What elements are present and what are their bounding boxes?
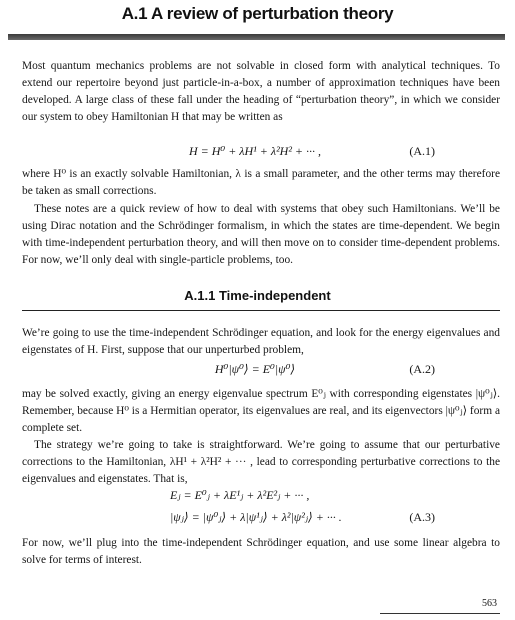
paragraph-schrodinger: We’re going to use the time-independent Schrödinger equation, and look for the energy eigenvalues and eigenstates of H. First, suppose that our unperturbed problem, <box>22 327 500 356</box>
equation-a2-number: (A.2) <box>409 362 435 376</box>
equation-a3-number: (A.3) <box>409 510 435 524</box>
section-title: A.1.1 Time-independent <box>184 288 331 303</box>
footer-rule <box>380 613 500 614</box>
equation-a1-number: (A.1) <box>409 144 435 158</box>
paragraph-intro: Most quantum mechanics problems are not solvable in closed form with analytical techniques. To extend our repertoire beyond just particle-in-a-box, a number of approximation techniques have been developed. A large class of these fall under the heading of “perturbation theory”, in which we consider our system to obey Hamiltonian H that may be written as <box>22 60 500 123</box>
equation-a1-body: H = H⁰ + λH¹ + λ²H² + ··· , <box>188 144 322 158</box>
paragraph-strategy: The strategy we’re going to take is straightforward. We’re going to assume that our perturbative corrections to the Hamiltonian, λH¹ + λ²H² + ··· , lead to corresponding perturbative corrections to the eigenvalues and eigenstates. That is, <box>22 439 500 485</box>
title-rule <box>8 34 505 40</box>
section-rule <box>22 310 500 311</box>
paragraph-review: These notes are a quick review of how to deal with systems that obey such Hamiltonians. We’ll be using Dirac notation and the Schrödinger formalism, in which the states are time-dependent. We begin with time-independent perturbation theory, and will then move on to consider time-dependent problems. For now, we’ll only deal with single-particle problems, too. <box>22 203 500 266</box>
paragraph-h0: where H⁰ is an exactly solvable Hamiltonian, λ is a small parameter, and the other terms may therefore be taken as small corrections. <box>22 168 500 197</box>
equation-a2-body: H⁰|ψ⁰⟩ = E⁰|ψ⁰⟩ <box>214 362 296 376</box>
equation-a3-line2: |ψⱼ⟩ = |ψ⁰ⱼ⟩ + λ|ψ¹ⱼ⟩ + λ²|ψ²ⱼ⟩ + ··· . <box>170 510 342 524</box>
page-number: 563 <box>482 598 497 609</box>
paragraph-spectrum: may be solved exactly, giving an energy eigenvalue spectrum E⁰ⱼ with corresponding eigenstates |ψ⁰ⱼ⟩. Remember, because H⁰ is a Hermitian operator, its eigenvalues are real, and its eigenvectors |ψ⁰ⱼ⟩ form a complete set. <box>22 388 500 434</box>
equation-a3-line1: Eⱼ = E⁰ⱼ + λE¹ⱼ + λ²E²ⱼ + ··· , <box>170 488 310 502</box>
paragraph-plug-in: For now, we’ll plug into the time-independent Schrödinger equation, and use some linear algebra to solve for terms of interest. <box>22 537 500 566</box>
chapter-title: A.1 A review of perturbation theory <box>121 4 394 23</box>
